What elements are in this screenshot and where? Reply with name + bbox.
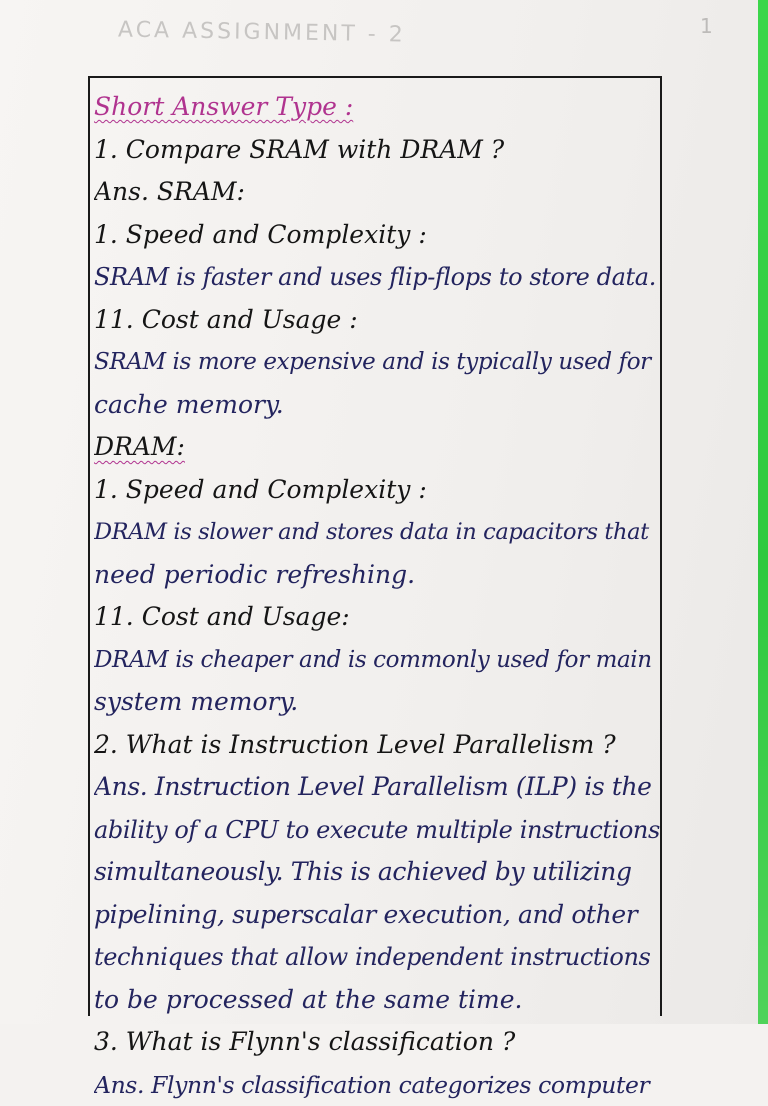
sram-point-1-heading: 1. Speed and Complexity :	[94, 214, 660, 257]
ilp-answer-line-4: pipelining, superscalar execution, and other	[94, 894, 660, 937]
ilp-answer-line-1: Ans. Instruction Level Parallelism (ILP) is the	[94, 766, 660, 809]
ilp-answer-line-5: techniques that allow independent instructions	[94, 936, 660, 979]
question-1: 1. Compare SRAM with DRAM ?	[94, 129, 660, 172]
section-heading: Short Answer Type :	[94, 86, 660, 129]
dram-point-1-heading: 1. Speed and Complexity :	[94, 469, 660, 512]
assignment-header: ACA ASSIGNMENT - 2	[118, 17, 406, 47]
dram-point-2-text: DRAM is cheaper and is commonly used for main	[94, 639, 660, 682]
dram-heading: DRAM:	[94, 426, 660, 469]
answer-label-sram: Ans. SRAM:	[94, 171, 660, 214]
question-2: 2. What is Instruction Level Parallelism ?	[94, 724, 660, 767]
handwritten-answers	[94, 86, 660, 1106]
ilp-answer-line-3: simultaneously. This is achieved by utilizing	[94, 851, 660, 894]
green-background-strip	[758, 0, 768, 1024]
dram-point-1-text: DRAM is slower and stores data in capacitors that	[94, 511, 660, 554]
flynn-answer-line-1: Ans. Flynn's classification categorizes computer	[94, 1064, 660, 1106]
sram-point-2-text: SRAM is more expensive and is typically used for	[94, 341, 660, 384]
dram-point-2-heading: 11. Cost and Usage:	[94, 596, 660, 639]
dram-point-1-text-cont: need periodic refreshing.	[94, 554, 660, 597]
ilp-answer-line-2: ability of a CPU to execute multiple instructions	[94, 809, 660, 852]
sram-point-2-text-cont: cache memory.	[94, 384, 660, 427]
dram-point-2-text-cont: system memory.	[94, 681, 660, 724]
ilp-answer-line-6: to be processed at the same time.	[94, 979, 660, 1022]
question-3: 3. What is Flynn's classification ?	[94, 1021, 660, 1064]
sram-point-2-heading: 11. Cost and Usage :	[94, 299, 660, 342]
page-number: 1	[700, 14, 713, 38]
sram-point-1-text: SRAM is faster and uses flip-flops to store data.	[94, 256, 660, 299]
